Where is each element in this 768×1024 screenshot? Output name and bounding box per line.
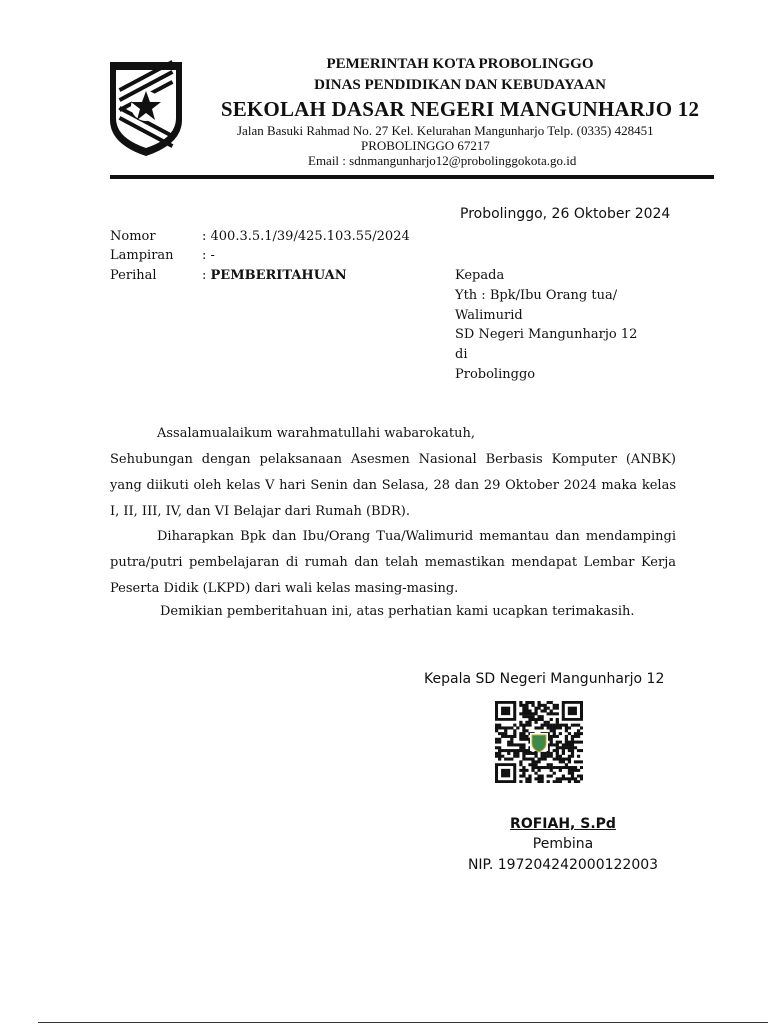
- letterhead-divider: [110, 175, 714, 179]
- city-emblem-icon: [108, 60, 184, 158]
- perihal-field: [202, 268, 347, 283]
- letterhead-government: PEMERINTAH KOTA PROBOLINGGO: [326, 56, 594, 72]
- letterhead-email: Email : sdnmangunharjo12@probolinggokota.go.id: [308, 153, 577, 168]
- perihal-prefix: :: [202, 268, 211, 283]
- body-paragraph-2: Diharapkan Bpk dan Ibu/Orang Tua/Walimurid memantau dan mendampingi putra/putri pembelajaran di rumah dan telah memastikan mendapat Lembar Kerja Peserta Didik (LKPD) dari wali kelas masing-masing.: [110, 529, 676, 596]
- qr-code-icon: [495, 701, 583, 783]
- body-paragraph-1: Sehubungan dengan pelaksanaan Asesmen Nasional Berbasis Komputer (ANBK) yang diikuti oleh kelas V hari Senin dan Selasa, 28 dan 29 Oktober 2024 maka kelas I, II, III, IV, dan VI Belajar dari Rumah (BDR).: [110, 452, 676, 519]
- signatory-name: ROFIAH, S.Pd: [510, 816, 616, 832]
- recipient-line: di: [455, 347, 468, 363]
- letter-date: Probolinggo, 26 Oktober 2024: [460, 206, 671, 222]
- signatory-nip: NIP. 197204242000122003: [467, 857, 659, 873]
- perihal-label: Perihal: [110, 268, 157, 283]
- signatory-rank: Pembina: [532, 836, 594, 852]
- recipient-line: Yth : Bpk/Ibu Orang tua/: [455, 287, 618, 303]
- letterhead-address: Jalan Basuki Rahmad No. 27 Kel. Kelurahan Mangunharjo Telp. (0335) 428451: [237, 123, 654, 138]
- letterhead-school-name: SEKOLAH DASAR NEGERI MANGUNHARJO 12: [220, 97, 700, 121]
- recipient-line: Kepada: [455, 268, 505, 283]
- letterhead-city-postal: PROBOLINGGO 67217: [361, 138, 490, 153]
- lampiran-label: Lampiran: [110, 248, 174, 263]
- greeting: Assalamualaikum warahmatullahi wabarokatuh,: [157, 426, 475, 441]
- page-bottom-line: [38, 1022, 768, 1023]
- recipient-line: Probolinggo: [455, 366, 536, 382]
- signature-title: Kepala SD Negeri Mangunharjo 12: [424, 671, 665, 687]
- letterhead-department: DINAS PENDIDIKAN DAN KEBUDAYAAN: [314, 77, 606, 93]
- recipient-line: Walimurid: [455, 307, 523, 323]
- lampiran-value: : -: [202, 248, 215, 263]
- recipient-line: SD Negeri Mangunharjo 12: [455, 327, 638, 343]
- nomor-value: : 400.3.5.1/39/425.103.55/2024: [202, 229, 410, 244]
- perihal-value: PEMBERITAHUAN: [210, 268, 347, 283]
- recipient-block: [455, 266, 637, 385]
- nomor-label: Nomor: [110, 229, 156, 244]
- closing-paragraph: Demikian pemberitahuan ini, atas perhatian kami ucapkan terimakasih.: [160, 604, 635, 619]
